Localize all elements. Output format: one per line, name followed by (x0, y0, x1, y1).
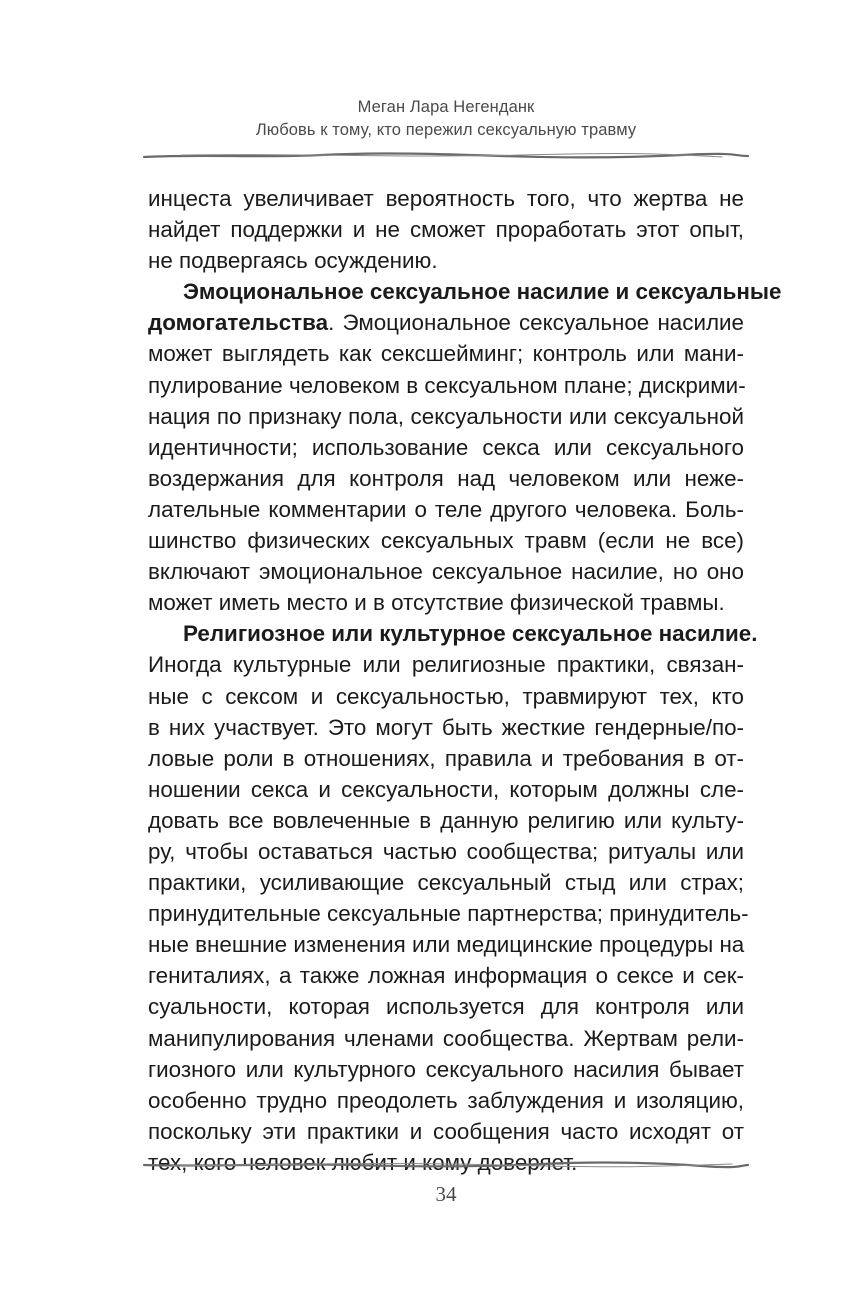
text-line: может иметь место и в отсутствие физической травмы. (148, 590, 725, 616)
running-head-book-title: Любовь к тому, кто пережил сексуальную травму (255, 121, 637, 139)
text-line: тех, кого человек любит и кому доверяет. (148, 1149, 578, 1175)
text-line: найдет поддержки и не сможет проработать этот опыт, (148, 217, 744, 243)
text-line: гиозного или культурного сексуального насилия бывает (148, 1056, 744, 1082)
text-line: в них участвует. Это могут быть жесткие гендерные/по- (148, 714, 744, 740)
section-heading: Религиозное или культурное сексуальное насилие. (183, 621, 758, 647)
text-line: поскольку эти практики и сообщения часто исходят от (148, 1118, 744, 1144)
text-line: особенно трудно преодолеть заблуждения и изоляцию, (148, 1087, 744, 1113)
text-line: инцеста увеличивает вероятность того, что жертва не (148, 186, 744, 211)
text-line: пулирование человеком в сексуальном плане; дискрими- (148, 372, 746, 398)
text-line: воздержания для контроля над человеком или неже- (148, 465, 744, 491)
text-line: ные внешние изменения или медицинские процедуры на (148, 932, 745, 958)
section-heading: Эмоциональное сексуальное насилие и сексуальные (183, 279, 782, 305)
text-line: Иногда культурные или религиозные практики, связан- (148, 652, 744, 678)
text-line: включают эмоциональное сексуальное насилие, но оно (148, 559, 744, 585)
text-line: практики, усиливающие сексуальный стыд или страх; (148, 870, 744, 896)
text-line: может выглядеть как сексшейминг; контроль или мани- (148, 341, 744, 367)
text-line: довать все вовлеченные в данную религию или культу- (148, 807, 744, 833)
text-line: ру, чтобы оставаться частью сообщества; ритуалы или (148, 838, 744, 864)
text-line: лательные комментарии о теле другого человека. Боль- (148, 496, 744, 522)
text-line: идентичности; использование секса или сексуального (148, 434, 744, 460)
text-line: нация по признаку пола, сексуальности или сексуальной (148, 403, 744, 429)
text-line: ловые роли в отношениях, правила и требования в от- (148, 745, 744, 771)
section-heading: домогательства (148, 310, 329, 336)
section-heading-line (148, 618, 758, 649)
running-head-author: Меган Лара Негенданк (357, 98, 535, 116)
text-line: манипулирования членами сообщества. Жертвам рели- (148, 1025, 744, 1051)
text-line: суальности, которая используется для контроля или (148, 994, 744, 1020)
text-line: не подвергаясь осуждению. (148, 248, 438, 274)
text-line: ные с сексом и сексуальностью, травмируют тех, кто (148, 683, 744, 709)
text-line: ношении секса и сексуальности, которым должны сле- (148, 776, 744, 802)
footer-rule (142, 1158, 750, 1172)
text-line: принудительные сексуальные партнерства; принудитель- (148, 901, 749, 927)
page-number: 34 (435, 1182, 457, 1206)
page-body-text (148, 183, 782, 1178)
header-rule (142, 149, 750, 163)
text-line: шинство физических сексуальных травм (если не все) (148, 528, 744, 554)
section-heading-line (148, 276, 782, 307)
text-line: гениталиях, а также ложная информация о сексе и сек- (148, 963, 744, 989)
section-heading-line: домогательства. Эмоциональное сексуальное насилие (148, 310, 744, 336)
